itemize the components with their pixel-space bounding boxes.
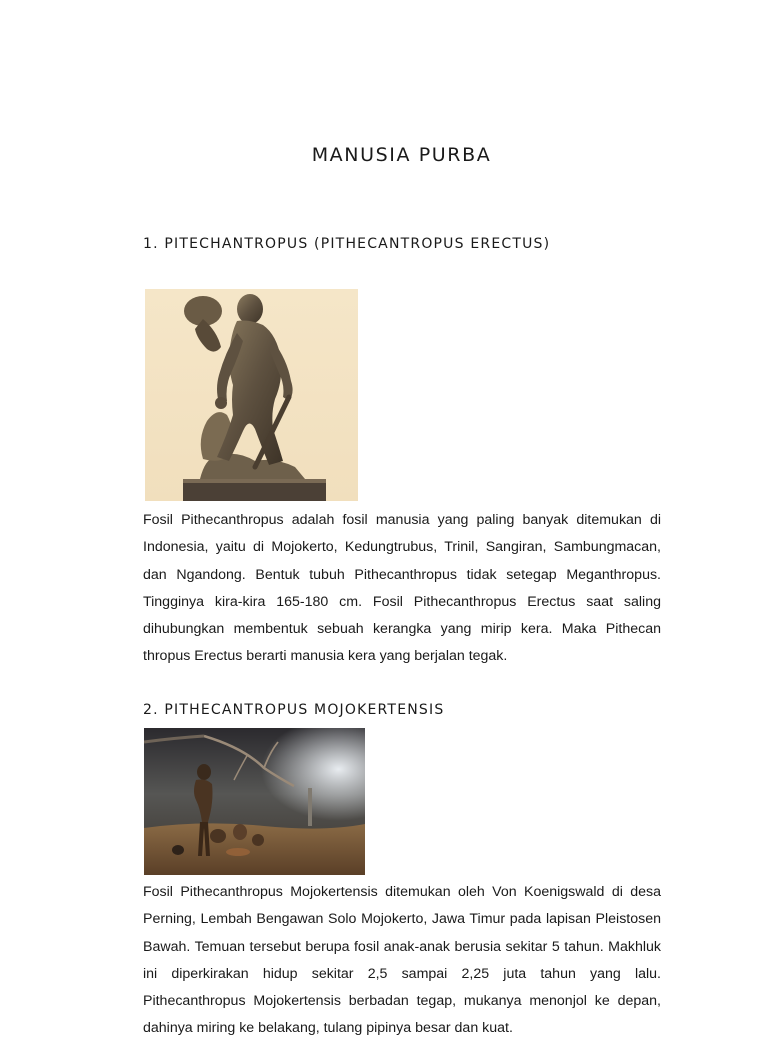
page-title: MANUSIA PURBA xyxy=(311,144,492,166)
pithecanthropus-mojokertensis-image xyxy=(144,728,365,875)
paragraph-pithecanthropus-erectus: Fosil Pithecanthropus adalah fosil manusia yang paling banyak ditemukan di Indonesia, yaitu di Mojokerto, Kedungtrubus, Trinil, Sangiran, Sambungmacan, dan Ngandong. Bentuk tubuh Pithecanthropus tidak setegap Meganthropus. Tingginya kira-kira 165-180 cm. Fosil Pithecanthropus Erectus saat saling dihubungkan membentuk sebuah kerangka yang mirip kera. Maka Pithecan thropus Erectus berarti manusia kera yang berjalan tegak. xyxy=(143,512,661,665)
section-heading-pithecanthropus-mojokertensis: 2. PITHECANTROPUS MOJOKERTENSIS xyxy=(143,702,445,718)
pithecanthropus-erectus-image xyxy=(145,289,358,501)
paragraph-pithecanthropus-mojokertensis: Fosil Pithecanthropus Mojokertensis ditemukan oleh Von Koenigswald di desa Perning, Lembah Bengawan Solo Mojokerto, Jawa Timur pada lapisan Pleistosen Bawah. Temuan tersebut berupa fosil anak-anak berusia sekitar 5 tahun. Makhluk ini diperkirakan hidup sekitar 2,5 sampai 2,25 juta tahun yang lalu. Pithecanthropus Mojokertensis berbadan tegap, mukanya menonjol ke depan, dahinya miring ke belakang, tulang pipinya besar dan kuat. xyxy=(143,884,661,1037)
section-heading-pithecanthropus-erectus: 1. PITECHANTROPUS (PITHECANTROPUS ERECTUS) xyxy=(143,236,551,252)
